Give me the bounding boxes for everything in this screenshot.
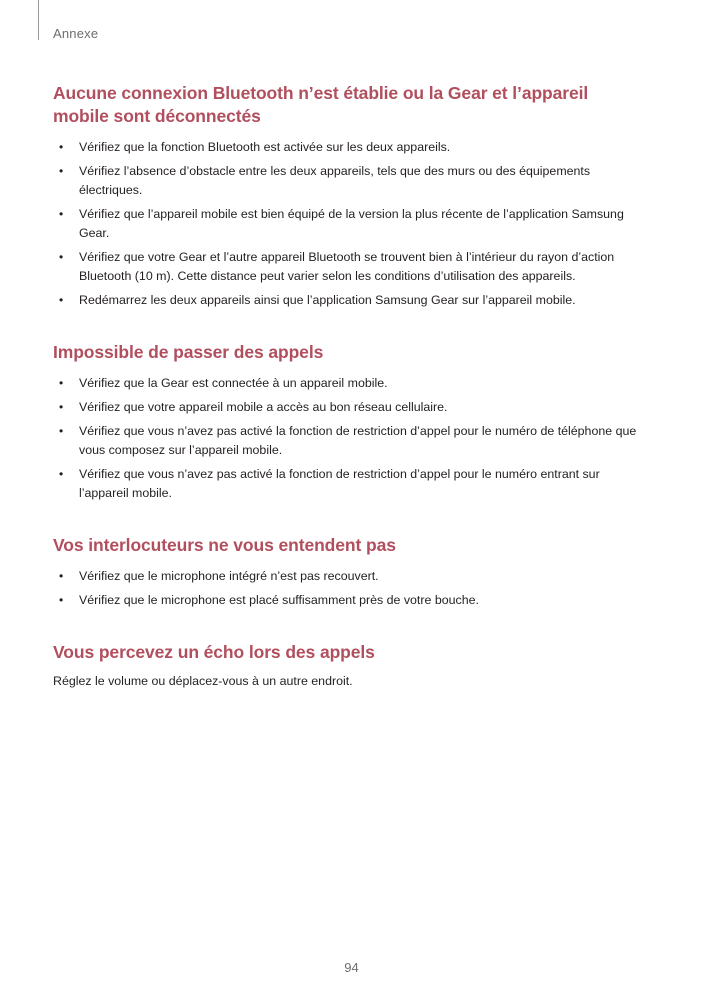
list-item-text: Vérifiez que la fonction Bluetooth est activée sur les deux appareils. [79, 140, 451, 154]
page-margin-rule [38, 0, 39, 40]
list-item-text: Vérifiez l’absence d’obstacle entre les deux appareils, tels que des murs ou des équipements électriques. [79, 164, 591, 197]
list-item [53, 205, 648, 243]
list-item [53, 374, 648, 393]
list-item-text: Vérifiez que le microphone intégré n’est pas recouvert. [79, 569, 379, 583]
list-item [53, 465, 648, 503]
bullet-icon: • [59, 207, 64, 221]
list-item [53, 291, 648, 310]
section-not-heard [53, 534, 648, 610]
bullet-icon: • [59, 250, 64, 264]
section-cannot-call [53, 341, 648, 503]
bullet-icon: • [59, 400, 64, 414]
section-bluetooth-connection [53, 82, 648, 310]
bullet-icon: • [59, 467, 64, 481]
section-title: Aucune connexion Bluetooth n’est établie ou la Gear et l’appareil mobile sont déconnectés [53, 83, 589, 126]
page-content [53, 82, 648, 722]
list-item [53, 248, 648, 286]
list-item-text: Vérifiez que la Gear est connectée à un appareil mobile. [79, 376, 388, 390]
list-item-text: Vérifiez que votre appareil mobile a accès au bon réseau cellulaire. [79, 400, 448, 414]
bullet-icon: • [59, 293, 64, 307]
list-item [53, 162, 648, 200]
list-item [53, 567, 648, 586]
bullet-list [53, 374, 648, 503]
bullet-icon: • [59, 424, 64, 438]
bullet-list [53, 138, 648, 310]
list-item-text: Vérifiez que le microphone est placé suffisamment près de votre bouche. [79, 593, 479, 607]
list-item [53, 398, 648, 417]
bullet-list [53, 567, 648, 610]
bullet-icon: • [59, 140, 64, 154]
section-title: Impossible de passer des appels [53, 342, 324, 362]
section-echo [53, 641, 648, 691]
list-item-text: Vérifiez que votre Gear et l’autre appareil Bluetooth se trouvent bien à l’intérieur du rayon d’action Bluetooth (10 m). Cette distance peut varier selon les conditions d’utilisation des appareils. [79, 250, 615, 283]
bullet-icon: • [59, 376, 64, 390]
list-item [53, 138, 648, 157]
section-title: Vous percevez un écho lors des appels [53, 642, 375, 662]
bullet-icon: • [59, 569, 64, 583]
list-item [53, 591, 648, 610]
bullet-icon: • [59, 164, 64, 178]
list-item-text: Vérifiez que l’appareil mobile est bien équipé de la version la plus récente de l’application Samsung Gear. [79, 207, 624, 240]
running-header: Annexe [53, 26, 99, 41]
section-text: Réglez le volume ou déplacez-vous à un autre endroit. [53, 674, 353, 688]
list-item-text: Vérifiez que vous n’avez pas activé la fonction de restriction d’appel pour le numéro entrant sur l’appareil mobile. [79, 467, 600, 500]
list-item [53, 422, 648, 460]
section-title: Vos interlocuteurs ne vous entendent pas [53, 535, 396, 555]
list-item-text: Vérifiez que vous n’avez pas activé la fonction de restriction d’appel pour le numéro de téléphone que vous composez sur l’appareil mobile. [79, 424, 637, 457]
bullet-icon: • [59, 593, 64, 607]
page-number: 94 [344, 960, 359, 975]
list-item-text: Redémarrez les deux appareils ainsi que l’application Samsung Gear sur l’appareil mobile. [79, 293, 576, 307]
